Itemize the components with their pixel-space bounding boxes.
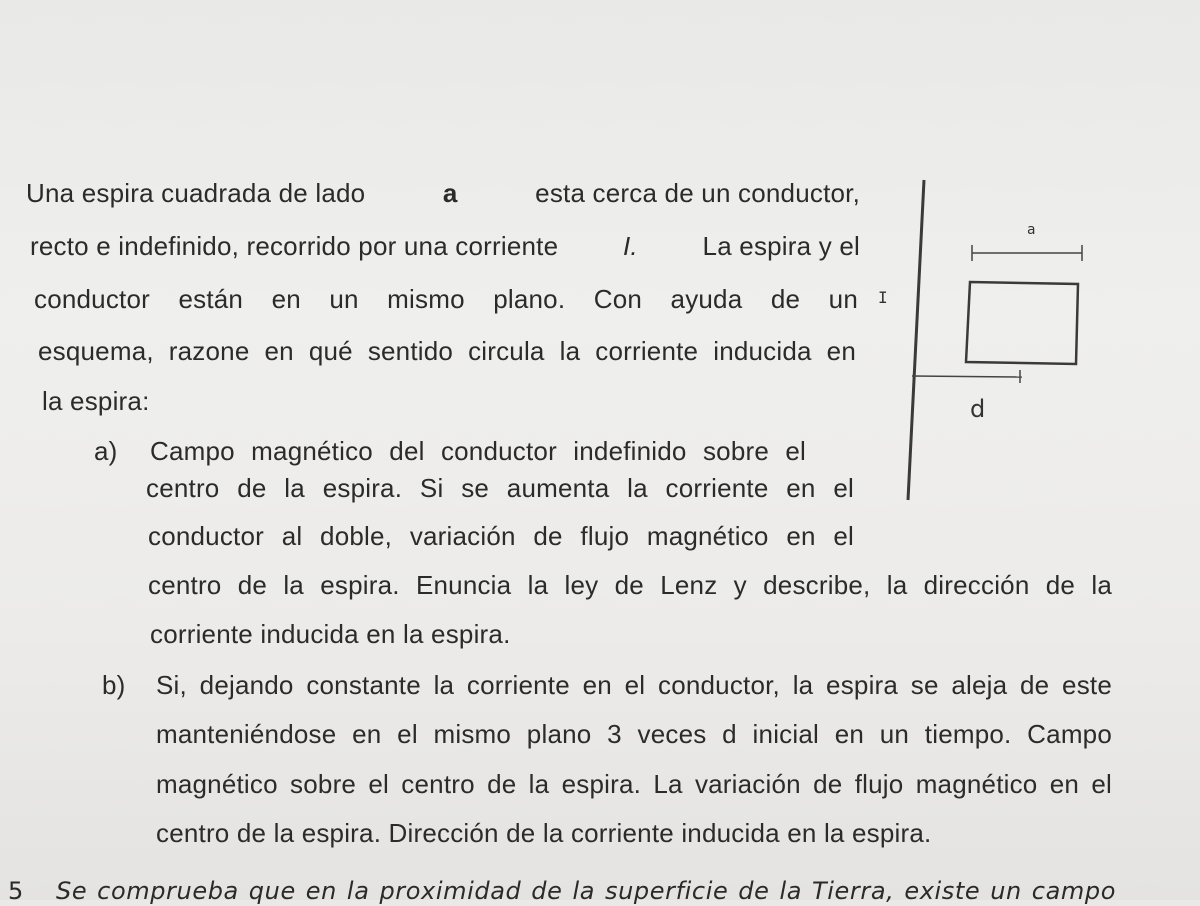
intro-line-5: la espira: bbox=[42, 386, 150, 416]
distance-label: d bbox=[970, 395, 986, 423]
side-label: a bbox=[1027, 222, 1036, 238]
item-a-label: a) bbox=[94, 436, 118, 466]
distance-dimension-line bbox=[912, 376, 1022, 377]
intro-line-4: esquema, razone en qué sentido circula la corriente inducida en bbox=[38, 336, 856, 366]
item-a-line-4: centro de la espira. Enuncia la ley de Lenz y describe, la dirección de la bbox=[148, 570, 1112, 600]
item-a-line-2: centro de la espira. Si se aumenta la corriente en el bbox=[146, 473, 854, 503]
intro-line-3: conductor están en un mismo plano. Con ayuda de un bbox=[34, 284, 858, 314]
item-b-line-1: Si, dejando constante la corriente en el conductor, la espira se aleja de este bbox=[156, 670, 1112, 700]
intro-line-1 bbox=[26, 177, 860, 209]
diagram-drawing bbox=[860, 170, 1120, 510]
item-b-line-2: manteniéndose en el mismo plano 3 veces d inicial en un tiempo. Campo bbox=[156, 719, 1112, 749]
item-a-line-1: Campo magnético del conductor indefinido sobre el bbox=[150, 436, 806, 466]
current-variable-i: I. bbox=[622, 231, 638, 261]
next-problem-text: Se comprueba que en la proximidad de la superficie de la Tierra, existe un campo bbox=[56, 877, 1116, 905]
item-a-line-5: corriente inducida en la espira. bbox=[150, 619, 511, 649]
intro-line-1-start: Una espira cuadrada de lado bbox=[26, 178, 366, 208]
next-problem-number: 5 bbox=[8, 877, 24, 905]
square-loop bbox=[966, 282, 1078, 364]
intro-line-1-end: esta cerca de un conductor, bbox=[535, 178, 860, 208]
intro-line-2-end: La espira y el bbox=[702, 231, 860, 261]
current-label: I bbox=[878, 288, 888, 307]
straight-conductor bbox=[908, 180, 924, 500]
item-b-line-4: centro de la espira. Dirección de la corriente inducida en la espira. bbox=[156, 818, 932, 848]
wire-loop-diagram bbox=[860, 170, 1120, 510]
item-b-line-3: magnético sobre el centro de la espira. La variación de flujo magnético en el bbox=[156, 769, 1112, 799]
item-b-label: b) bbox=[102, 670, 126, 700]
item-a-line-3: conductor al doble, variación de flujo magnético en el bbox=[148, 521, 854, 551]
intro-line-2-start: recto e indefinido, recorrido por una corriente bbox=[30, 231, 559, 261]
side-variable-a: a bbox=[442, 178, 458, 208]
intro-line-2 bbox=[30, 230, 860, 262]
